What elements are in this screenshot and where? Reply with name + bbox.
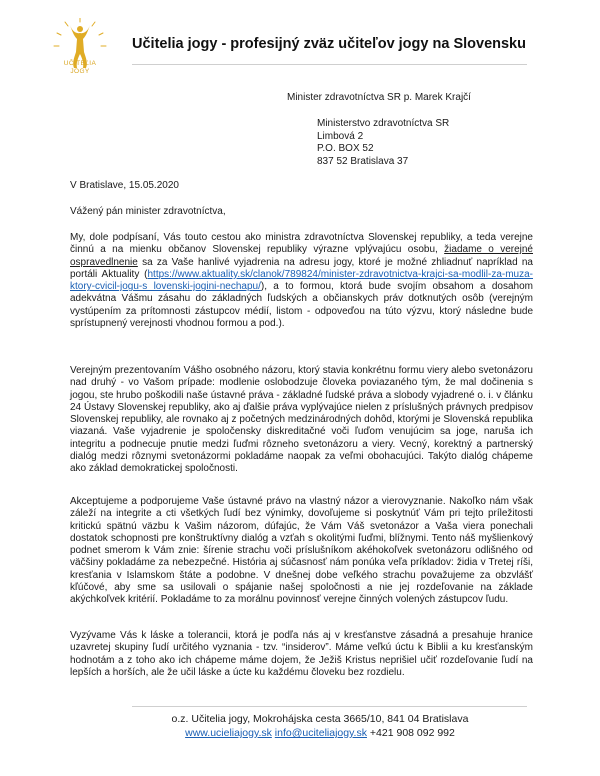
footer-contacts bbox=[100, 727, 540, 740]
demand-apology-emphasis: žiadame o verejné ospravedlnenie bbox=[70, 244, 533, 268]
recipient-address bbox=[317, 118, 449, 168]
paragraph-1: My, dole podpísaní, Vás touto cestou ako ministra zdravotníctva Slovenskej republiky, a teda verejne činnú a na mienku občanov Slovenskej republiky výrazne vplývajúcu osobu, žiadame o verejné ospravedlnenie sa za Vaše hanlivé vyjadrenia na adresu jogy, ktoré je možné zhliadnuť napríklad na portáli Aktuality (https://www.aktuality.sk/clanok/789824/minister-zdravotnictva-krajci-sa-modlil-za-muza-ktory-cvicil-jogu-s lovenski-jogini-nechapu/), a to formou, ktorá bude svojím obsahom a dosahom adekvátna Vášmu zásahu do základných ľudských a občianskych práv dotknutých osôb (verejným vystúpením za prítomnosti zástupcov médií, listom - odpoveďou na túto výzvu, ktorý následne bude sprístupnený verejnosti vhodnou formou a pod.). bbox=[70, 232, 534, 330]
address-line: Ministerstvo zdravotníctva SR bbox=[317, 118, 450, 129]
address-line: P.O. BOX 52 bbox=[317, 143, 374, 154]
footer-address: o.z. Učitelia jogy, Mokrohájska cesta 3665/10, 841 04 Bratislava bbox=[171, 713, 469, 725]
address-line: 837 52 Bratislava 37 bbox=[317, 155, 409, 167]
website-link[interactable]: www.ucieliajogy.sk bbox=[185, 727, 272, 739]
paragraph-3: Akceptujeme a podporujeme Vaše ústavné právo na vlastný názor a vierovyznanie. Nakoľko nám však záleží na integrite a cti všetkých ľudí bez výnimky, dovoľujeme si poskytnúť Vám pri tejto príležitosti kritickú spätnú väzbu k Vašim názorom, dúfajúc, že Vám Váš svetonázor a Vaša viera ponechali dostatok schopnosti pre konštruktívny dialóg a vzťah s okolitými ľuďmi, blížnymi. Tento náš myšlienkový podnet smerom k Vám znie: šírenie strachu voči príslušníkom akéhokoľvek svetonázoru odlišného od väčšiny pokladáme za nebezpečné. História aj súčasnosť nám ponúka veľa príkladov: židia v Tretej ríši, kresťania v Islamskom štáte a podobne. V dnešnej dobe veľkého strachu považujeme za obzvlášť kľúčové, aby sme sa usilovali o spájanie našej spoločnosti a nie jej rozdeľovanie na základe akýchkoľvek kritérií. Pokladáme to za morálnu povinnosť verejne činných volených zástupcov ľudu. bbox=[70, 496, 533, 606]
salutation: Vážený pán minister zdravotníctva, bbox=[70, 206, 226, 217]
email-link[interactable]: info@uciteliajogy.sk bbox=[274, 727, 367, 739]
letterhead-title: Učitelia jogy - profesijný zväz učiteľov jogy na Slovensku bbox=[132, 36, 526, 52]
paragraph-2: Verejným prezentovaním Vášho osobného názoru, ktorý stavia konkrétnu formu viery alebo svetonázoru nad druhý - vo Vašom prípade: modlenie oslobodzuje človeka poviazaného tým, že mal dočinenia s jogou, ste hrubo poškodili naše ústavné práva - základné ľudské práva a slobody vyjadrené o. i. v článku 24 Ústavy Slovenskej republiky, ako aj ďalšie práva vyplývajúce nielen z príslušných právnych predpisov Slovenskej republiky, ale rovnako aj z početných medzinárodných dohôd, ktorými je Slovenská republika viazaná. Vaše vyjadrenie je spoločensky diskreditačné voči ľuďom venujúcim sa joge, naruša ich integritu a podnecuje pnutie medzi ľuďmi rôzneho svetonázoru a viery. Vecný, korektný a partnerský dialóg medzi rôznymi svetonázormi pokladáme naopak za veľmi obohacujúci. Takýto dialóg chápeme ako základ demokratickej spoločnosti. bbox=[70, 365, 533, 475]
logo-wordmark: UČITEĽIA JOGY bbox=[63, 60, 97, 75]
letter-date: V Bratislave, 15.05.2020 bbox=[70, 180, 179, 191]
phone-number: +421 908 092 992 bbox=[369, 727, 455, 739]
paragraph-4: Vyzývame Vás k láske a tolerancii, ktorá je podľa nás aj v kresťanstve zásadná a presahuje hranice uzavretej skupiny ľudí určitého vyznania - tzv. “insiderov”. Máme veľkú úctu k Biblii a ku kresťanským hodnotám a z toho ako ich chápeme máme dojem, že Ježiš Kristus neprišiel učiť rozdeľovanie ľudí na lepších a horších, ale že učil láske a úcte ku každému človeku bez rozdielu. bbox=[70, 630, 533, 678]
recipient-line: Minister zdravotníctva SR p. Marek Krajčí bbox=[287, 92, 471, 103]
aktuality-article-link[interactable]: https://www.aktuality.sk/clanok/789824/minister-zdravotnictva-krajci-sa-modlil-za-muza-ktory-cvicil-jogu-s lovenski-jogini-nechapu/ bbox=[70, 268, 533, 293]
address-line: Limbová 2 bbox=[317, 130, 364, 142]
footer-divider bbox=[132, 706, 527, 707]
header-divider bbox=[132, 64, 527, 65]
